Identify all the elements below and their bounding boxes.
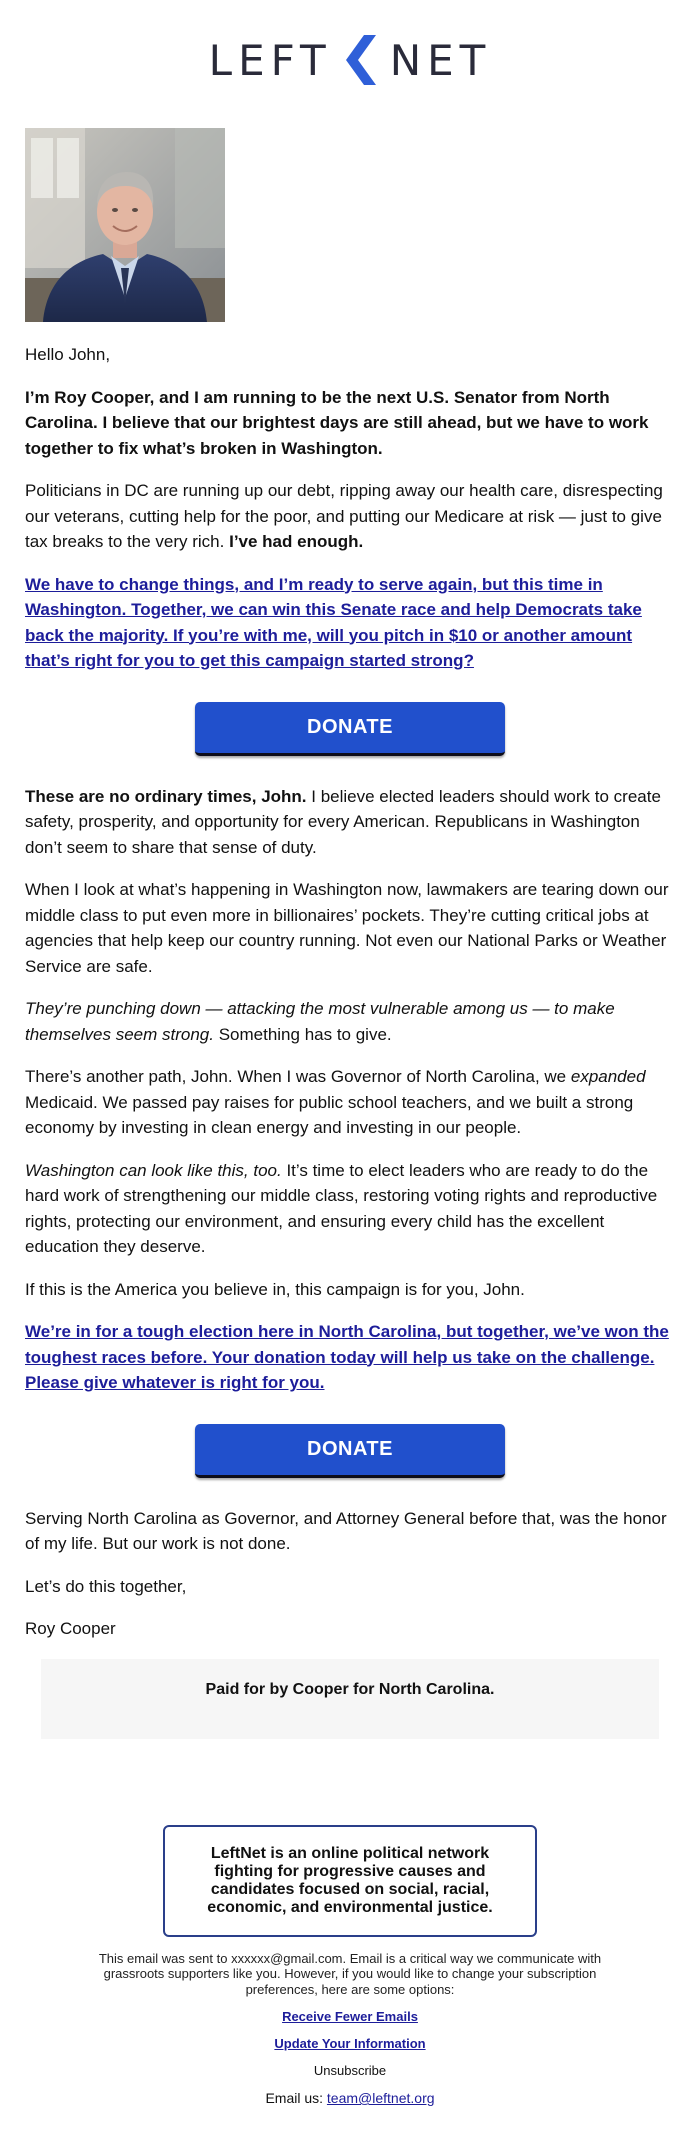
unsubscribe-link[interactable]: Unsubscribe [313, 2063, 387, 2078]
chevron-left-logo-icon [342, 35, 376, 85]
cta-paragraph-2 [25, 1319, 675, 1396]
email-body [0, 128, 700, 1739]
mission-statement: LeftNet is an online political network fighting for progressive causes and candidates focused on social, racial, economic, and environmental justice. [163, 1825, 537, 1937]
paragraph-another-path-italic: expanded [570, 1067, 646, 1086]
logo-text-right: NET [389, 35, 492, 85]
logo-text-left: LEFT [208, 35, 332, 85]
greeting: Hello John, [25, 345, 111, 364]
intro-paragraph: I’m Roy Cooper, and I am running to be the next U.S. Senator from North Carolina. I believe that our brightest days are still ahead, but we have to work together to fix what’s broken in Washington. [25, 387, 649, 458]
email-us-label: Email us: [265, 2090, 327, 2106]
signature: Roy Cooper [25, 1619, 116, 1638]
paragraph-punching-down-italic: They’re punching down — attacking the most vulnerable among us — to make themselves seem strong. [25, 999, 615, 1044]
paragraph-politicians-bold: I’ve had enough. [229, 532, 364, 551]
paragraph-another-path [25, 1064, 675, 1141]
closing: Let’s do this together, [25, 1576, 187, 1596]
paragraph-washington-now: When I look at what’s happening in Washington now, lawmakers are tearing down our middle class to put even more in billionaires’ pockets. They’re cutting critical jobs at agencies that help keep our country running. Not even our National Parks or Weather Service are safe. [25, 880, 669, 976]
paragraph-ordinary-times-text: I believe elected leaders should work to create safety, prosperity, and opportunity for every American. Republicans in Washington don’t seem to share that sense of duty. [25, 786, 661, 857]
receive-fewer-emails-link[interactable]: Receive Fewer Emails [282, 2009, 418, 2024]
paragraph-ordinary-times [25, 784, 675, 861]
paragraph-punching-down [25, 996, 675, 1047]
paragraph-washington-like-this [25, 1158, 675, 1260]
donate-button-wrapper-1 [25, 702, 675, 756]
paragraph-america: If this is the America you believe in, this campaign is for you, John. [25, 1279, 525, 1299]
contact-email-link[interactable]: team@leftnet.org [326, 2090, 435, 2106]
fewer-emails-row [0, 2009, 700, 2024]
donate-button-wrapper-2 [25, 1424, 675, 1478]
paragraph-punching-down-text: Something has to give. [213, 1024, 392, 1044]
cta-link-1[interactable]: We have to change things, and I’m ready to serve again, but this time in Washington. Together, we can win this Senate race and help Democrats take back the majority. If you’re with me, will you pitch in $10 or another amount that’s right for you to get this campaign started strong? [25, 574, 642, 670]
paragraph-another-path-b: Medicaid. We passed pay raises for public school teachers, and we built a strong economy by investing in clean energy and investing in our people. [25, 1092, 634, 1137]
leftnet-logo[interactable] [209, 35, 492, 85]
paragraph-politicians-text: Politicians in DC are running up our debt, ripping away our health care, disrespecting our veterans, cutting help for the poor, and putting our Medicare at risk — just to give tax breaks to the very rich. [25, 481, 663, 551]
candidate-photo [25, 128, 225, 322]
cta-paragraph-1 [25, 572, 675, 674]
subscription-notice: This email was sent to xxxxxx@gmail.com. Email is a critical way we communicate with grassroots supporters like you. However, if you would like to change your subscription preferences, here are some options: [98, 1950, 602, 1997]
paid-for-disclaimer: Paid for by Cooper for North Carolina. [41, 1659, 659, 1739]
donate-button[interactable]: DONATE [195, 1424, 505, 1478]
donate-button[interactable]: DONATE [195, 702, 505, 756]
paragraph-serving: Serving North Carolina as Governor, and Attorney General before that, was the honor of my life. But our work is not done. [25, 1508, 667, 1553]
contact-email-row [0, 2090, 700, 2106]
paragraph-another-path-a: There’s another path, John. When I was Governor of North Carolina, we [25, 1067, 571, 1086]
paragraph-ordinary-times-bold: These are no ordinary times, John. [25, 786, 307, 806]
paragraph-washington-like-this-text: It’s time to elect leaders who are ready to do the hard work of strengthening our middle class, restoring voting rights and reproductive rights, protecting our environment, and ensuring every child has the excellent education they deserve. [25, 1160, 658, 1256]
email-footer [0, 1825, 700, 2107]
paragraph-politicians [25, 478, 675, 555]
cta-link-2[interactable]: We’re in for a tough election here in North Carolina, but together, we’ve won the toughest races before. Your donation today will help us take on the challenge. Please give whatever is right for you. [25, 1322, 669, 1392]
email-header [0, 0, 700, 120]
update-information-link[interactable]: Update Your Information [274, 2036, 426, 2051]
paragraph-washington-like-this-italic: Washington can look like this, too. [25, 1160, 282, 1180]
update-info-row [0, 2036, 700, 2051]
